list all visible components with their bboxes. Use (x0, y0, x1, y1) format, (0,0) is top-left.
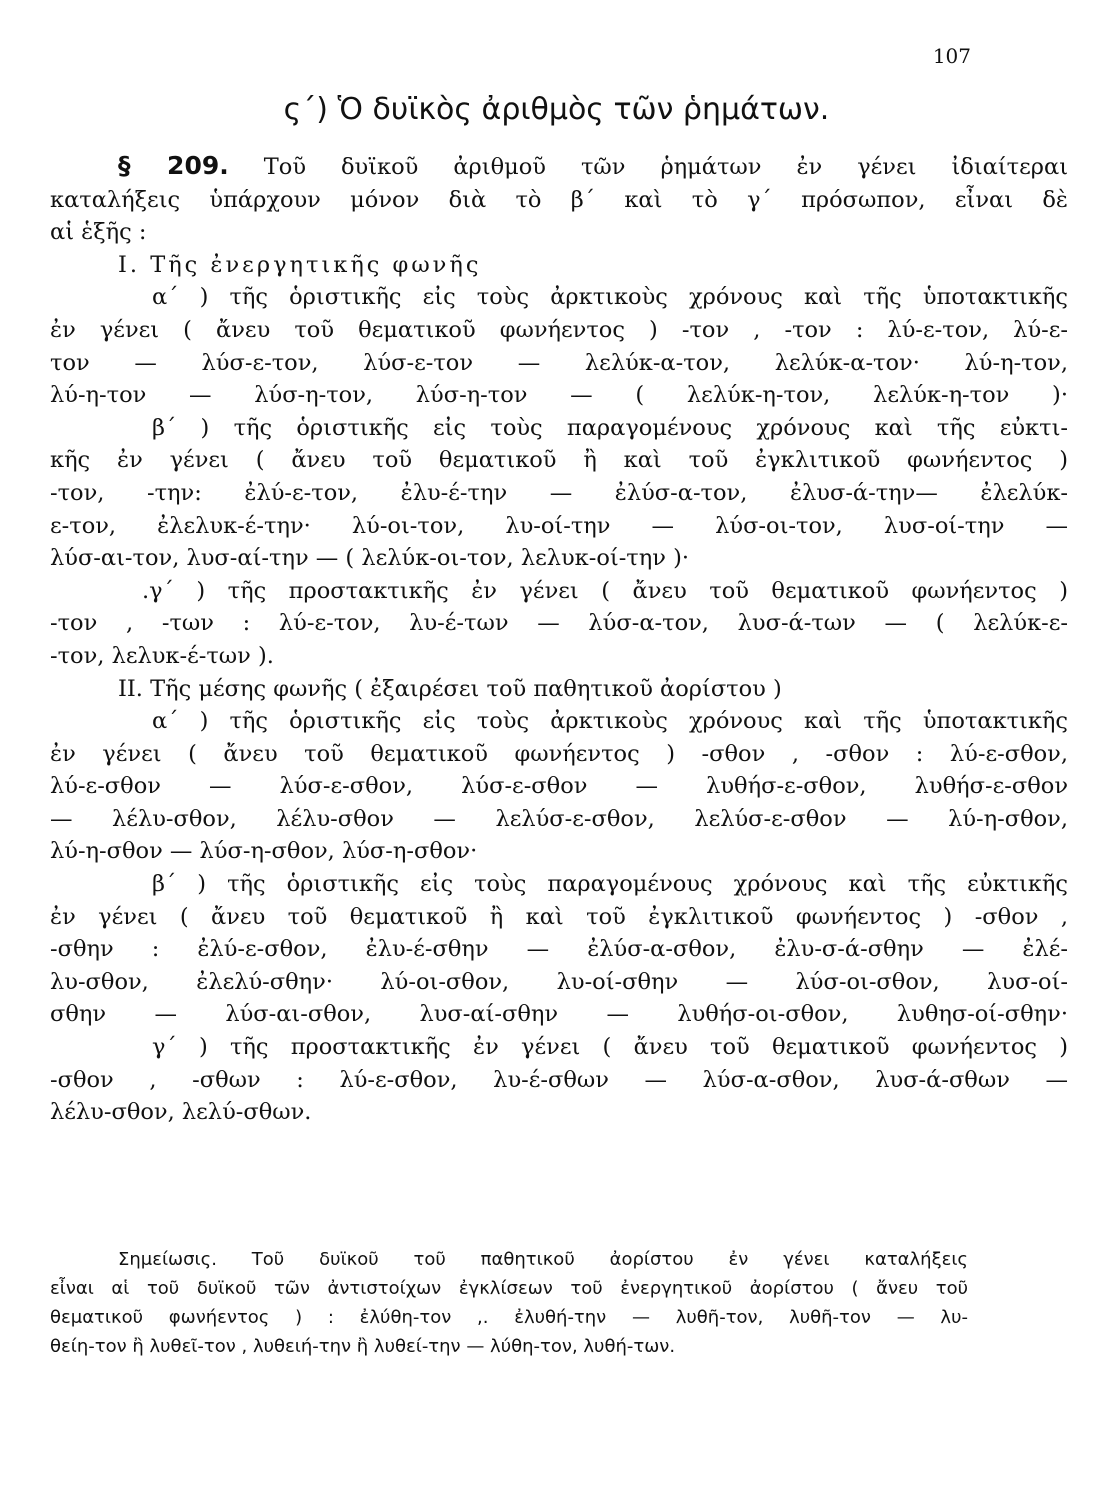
text-line: λέλυ-σθον, λελύ-σθων. (50, 1099, 312, 1126)
note-line: θεματικοῦ φωνήεντος ) : ἐλύθη-τον ,. ἐλυθή-την — λυθῆ-τον, λυθῆ-τον — λυ- (50, 1307, 968, 1328)
text-line: — λέλυ-σθον, λέλυ-σθον — λελύσ-ε-σθον, λελύσ-ε-σθον — λύ-η-σθον, (50, 805, 1068, 832)
text-line: .γ΄ ) τῆς προστακτικῆς ἐν γένει ( ἄνευ τοῦ θεματικοῦ φωνήεντος ) (142, 577, 1068, 604)
main-text (50, 150, 1068, 1129)
text-line: σθην — λύσ-αι-σθον, λυσ-αί-σθην — λυθήσ-οι-σθον, λυθησ-οί-σθην· (50, 1001, 1068, 1028)
text-line: ἐν γένει ( ἄνευ τοῦ θεματικοῦ φωνήεντος ) -τον , -τον : λύ-ε-τον, λύ-ε- (50, 316, 1068, 343)
section-heading: ς΄) Ὁ δυϊκὸς ἀριθμὸς τῶν ῥημάτων. (283, 92, 830, 127)
text-line: ἐν γένει ( ἄνευ τοῦ θεματικοῦ φωνήεντος ) -σθον , -σθον : λύ-ε-σθον, (50, 740, 1068, 767)
text-line: β΄ ) τῆς ὁριστικῆς εἰς τοὺς παραγομένους χρόνους καὶ τῆς εὐκτικῆς (152, 871, 1068, 898)
subsection-heading: I. Τῆς ἐνεργητικῆς φωνῆς (118, 251, 482, 278)
text-line: α΄ ) τῆς ὁριστικῆς εἰς τοὺς ἀρκτικοὺς χρόνους καὶ τῆς ὑποτακτικῆς (152, 284, 1068, 311)
text-line: § 209. Τοῦ δυϊκοῦ ἀριθμοῦ τῶν ῥημάτων ἐν γένει ἰδιαίτεραι (118, 151, 1068, 180)
text-line: -τον, -την: ἐλύ-ε-τον, ἐλυ-έ-την — ἐλύσ-α-τον, ἐλυσ-ά-την— ἐλελύκ- (50, 479, 1068, 506)
text-line: β΄ ) τῆς ὁριστικῆς εἰς τοὺς παραγομένους χρόνους καὶ τῆς εὐκτι- (152, 414, 1068, 441)
note-line: θείη-τον ἢ λυθεῖ-τον , λυθειή-την ἢ λυθεί-την — λύθη-τον, λυθή-των. (50, 1336, 676, 1357)
text-line: ε-τον, ἐλελυκ-έ-την· λύ-οι-τον, λυ-οί-την — λύσ-οι-τον, λυσ-οί-την — (50, 512, 1068, 539)
note-block (50, 1245, 968, 1361)
text-line: -τον , -των : λύ-ε-τον, λυ-έ-των — λύσ-α-τον, λυσ-ά-των — ( λελύκ-ε- (50, 610, 1068, 637)
text-line: ἐν γένει ( ἄνευ τοῦ θεματικοῦ ἢ καὶ τοῦ ἐγκλιτικοῦ φωνήεντος ) -σθον , (50, 903, 1068, 930)
text-line: τον — λύσ-ε-τον, λύσ-ε-τον — λελύκ-α-τον, λελύκ-α-τον· λύ-η-τον, (50, 349, 1068, 376)
note-line: Σημείωσις. Τοῦ δυϊκοῦ τοῦ παθητικοῦ ἀορίστου ἐν γένει καταλήξεις (118, 1249, 968, 1270)
text-line: γ΄ ) τῆς προστακτικῆς ἐν γένει ( ἄνευ τοῦ θεματικοῦ φωνήεντος ) (152, 1034, 1068, 1061)
text-line: -σθην : ἐλύ-ε-σθον, ἐλυ-έ-σθην — ἐλύσ-α-σθον, ἐλυ-σ-ά-σθην — ἐλέ- (50, 936, 1068, 963)
section-number: § 209. (118, 151, 229, 180)
text-line: λυ-σθον, ἐλελύ-σθην· λύ-οι-σθον, λυ-οί-σθην — λύσ-οι-σθον, λυσ-οί- (50, 968, 1068, 995)
text-line: λύ-η-σθον — λύσ-η-σθον, λύσ-η-σθον· (50, 838, 478, 865)
note-line: εἶναι αἱ τοῦ δυϊκοῦ τῶν ἀντιστοίχων ἐγκλίσεων τοῦ ἐνεργητικοῦ ἀορίστου ( ἄνευ τοῦ (50, 1278, 968, 1299)
text-line: καταλήξεις ὑπάρχουν μόνον διὰ τὸ β΄ καὶ τὸ γ΄ πρόσωπον, εἶναι δὲ (50, 186, 1068, 213)
text-line: λύ-ε-σθον — λύσ-ε-σθον, λύσ-ε-σθον — λυθήσ-ε-σθον, λυθήσ-ε-σθον (50, 773, 1068, 800)
text-line: αἱ ἑξῆς : (50, 219, 147, 246)
text-line: -σθον , -σθων : λύ-ε-σθον, λυ-έ-σθων — λύσ-α-σθον, λυσ-ά-σθων — (50, 1066, 1068, 1093)
text-line: κῆς ἐν γένει ( ἄνευ τοῦ θεματικοῦ ἢ καὶ τοῦ ἐγκλιτικοῦ φωνήεντος ) (50, 447, 1068, 474)
text-line: -τον, λελυκ-έ-των ). (50, 642, 274, 669)
text-line: λύ-η-τον — λύσ-η-τον, λύσ-η-τον — ( λελύκ-η-τον, λελύκ-η-τον )· (50, 382, 1068, 409)
text-line: α΄ ) τῆς ὁριστικῆς εἰς τοὺς ἀρκτικοὺς χρόνους καὶ τῆς ὑποτακτικῆς (152, 708, 1068, 735)
subsection-heading: II. Τῆς μέσης φωνῆς ( ἐξαιρέσει τοῦ παθητικοῦ ἀορίστου ) (118, 675, 782, 702)
page-number: 107 (932, 44, 971, 68)
text-line: λύσ-αι-τον, λυσ-αί-την — ( λελύκ-οι-τον, λελυκ-οί-την )· (50, 545, 689, 572)
